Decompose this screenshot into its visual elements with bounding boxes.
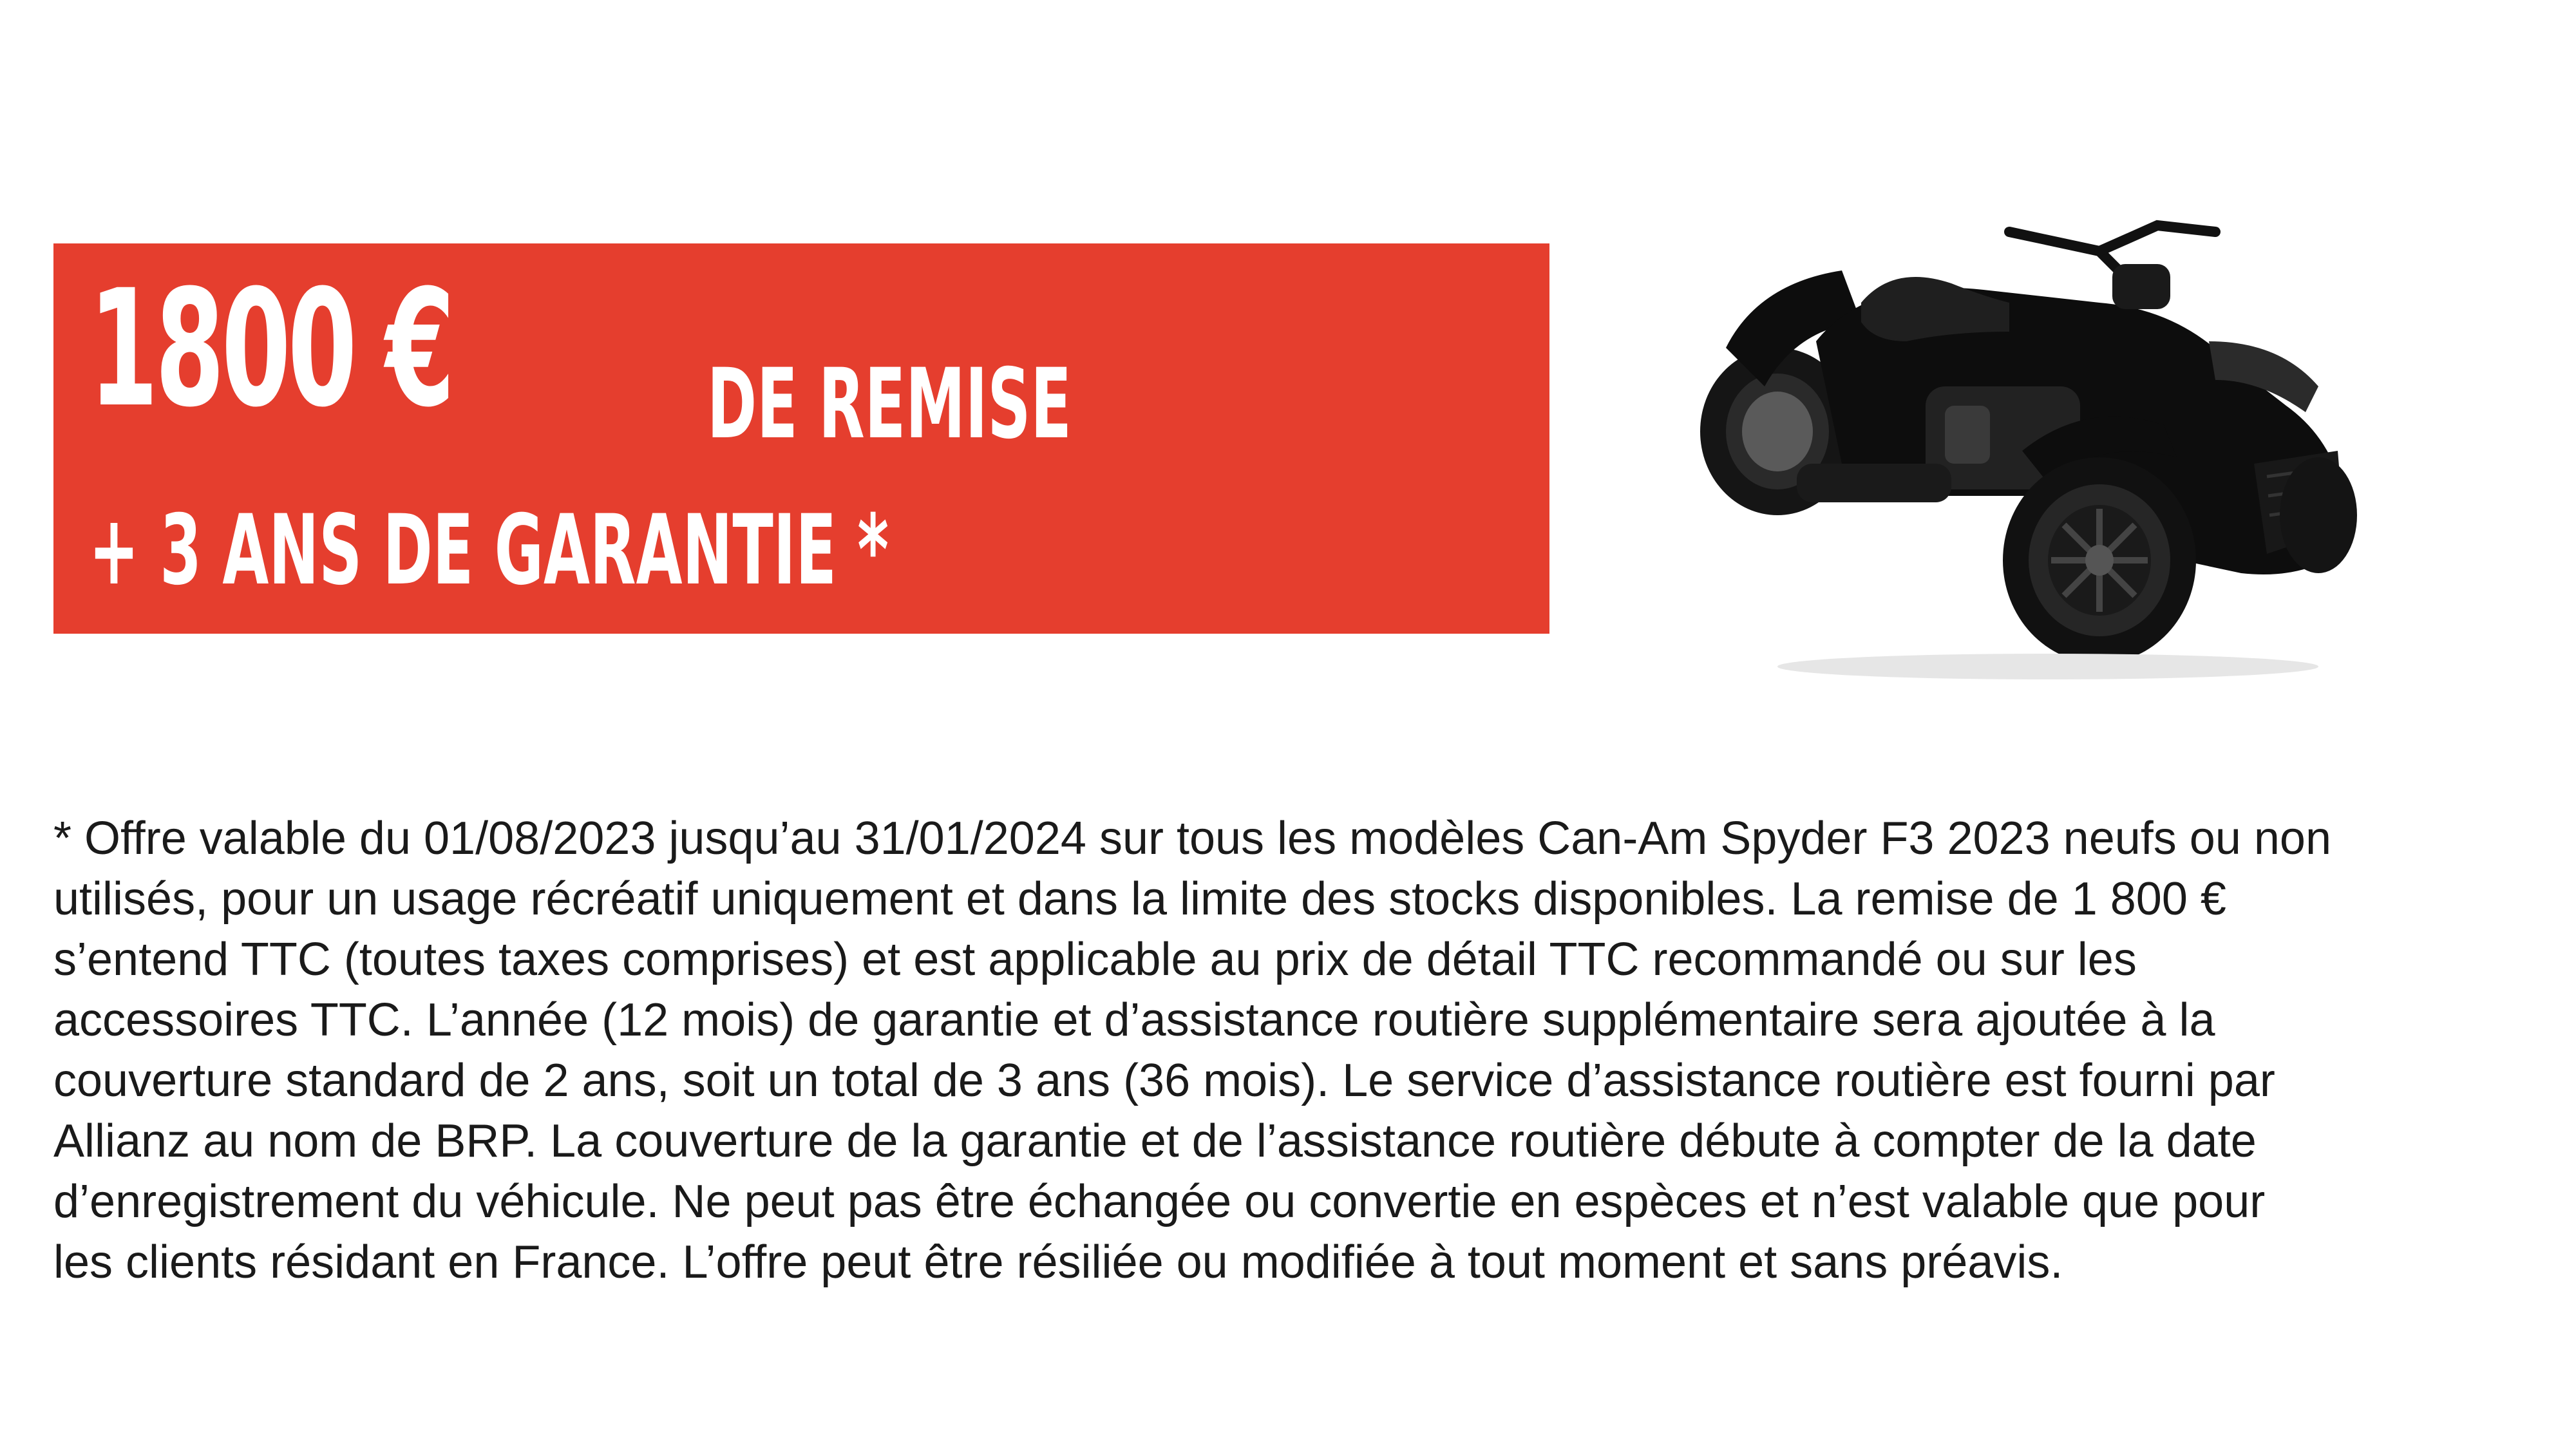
three-wheel-motorcycle-icon (1649, 193, 2409, 683)
disclaimer-line: accessoires TTC. L’année (12 mois) de garantie et d’assistance routière supplémentaire sera ajoutée à la (53, 994, 2215, 1046)
legal-disclaimer (53, 808, 2552, 1293)
disclaimer-line: s’entend TTC (toutes taxes comprises) et est applicable au prix de détail TTC recommandé ou sur les (53, 934, 2137, 985)
warranty-text: + 3 ANS DE GARANTIE * (89, 495, 889, 607)
disclaimer-line: couverture standard de 2 ans, soit un total de 3 ans (36 mois). Le service d’assistance routière est fourni par (53, 1055, 2275, 1106)
disclaimer-line: * Offre valable du 01/08/2023 jusqu’au 31/01/2024 sur tous les modèles Can-Am Spyder F3 2023 neufs ou non (53, 813, 2331, 864)
disclaimer-line: les clients résidant en France. L’offre peut être résiliée ou modifiée à tout moment et sans préavis. (53, 1236, 2063, 1288)
disclaimer-line: d’enregistrement du véhicule. Ne peut pas être échangée ou convertie en espèces et n’est valable que pour (53, 1176, 2266, 1227)
disclaimer-line: Allianz au nom de BRP. La couverture de la garantie et de l’assistance routière débute à compter de la date (53, 1115, 2257, 1167)
discount-label: DE REMISE (707, 348, 1072, 460)
promo-banner (53, 243, 1549, 634)
disclaimer-line: utilisés, pour un usage récréatif uniquement et dans la limite des stocks disponibles. La remise de 1 800 € (53, 873, 2226, 925)
promo-headline (89, 255, 1072, 460)
discount-amount: 1800 € (89, 255, 452, 442)
